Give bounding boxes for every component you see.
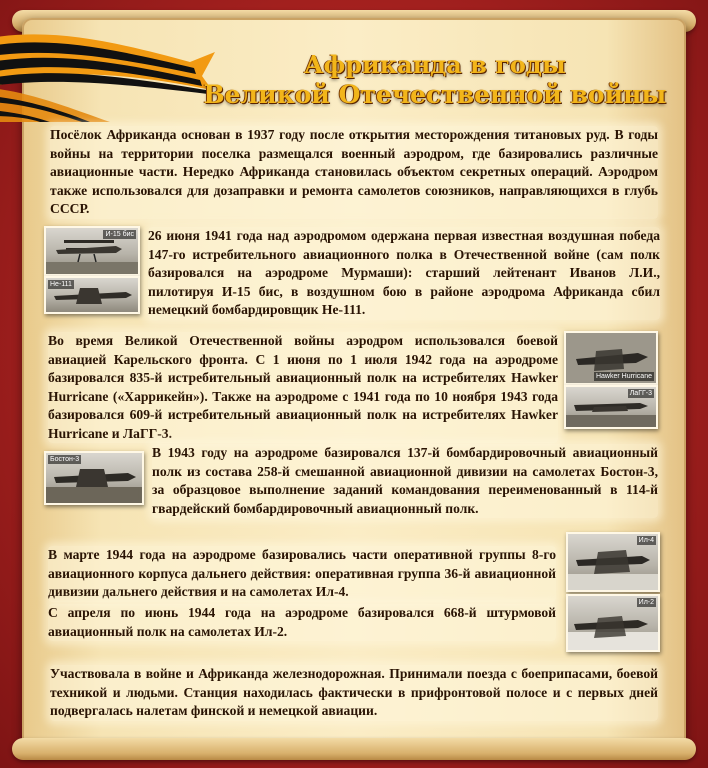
photo-he111 (44, 276, 140, 314)
paragraph-il4: В марте 1944 года на аэродроме базировались части оперативной группы 8-го авиационного корпуса дальнего действия: оперативная группа 36-й авиационной дивизии дальнего действия и на самолетах Ил-4. (48, 546, 556, 602)
scroll-bottom-roll (12, 738, 696, 760)
caption-he111: Не-111 (50, 281, 72, 288)
photo-hurricane (564, 331, 658, 385)
caption-lagg3: ЛаГГ-3 (629, 390, 652, 397)
paragraph-railway: Участвовала в войне и Африканда железнодорожная. Принимали поезда с боеприпасами, боевой техникой и людьми. Станция находилась фактически в прифронтовой полосе и с первых дней подвергалась налетам финской и немецкой авиации. (50, 665, 658, 721)
photo-il4 (566, 532, 660, 592)
caption-boston: Бостон-3 (50, 456, 80, 463)
photo-lagg3 (564, 385, 658, 429)
photo-il2 (566, 594, 660, 652)
photo-i15 (44, 226, 140, 276)
page-title (190, 50, 680, 110)
caption-il4: Ил-4 (638, 537, 654, 544)
title-line-2: Великой Отечественной войны (203, 80, 667, 109)
caption-hurricane: Hawker Hurricane (595, 373, 652, 380)
paragraph-karelian-front: Во время Великой Отечественной войны аэродром использовался боевой авиацией Карельского фронта. С 1 июня по 1 июля 1942 года на аэродроме базировался 835-й истребительный авиационный полк на истребителях Hawker Hurricane («Харрикейн»). Также на аэродроме с 1941 года по 10 ноября 1943 года базировался 609-й истребительный авиационный полк на истребителях Hawker Hurricane и ЛаГГ-3. (48, 332, 558, 443)
paragraph-first-victory: 26 июня 1941 года над аэродромом одержана первая известная воздушная победа 147-го истребительного авиационного полка в Отечественной войне (сам полк базировался на аэродроме Мурмаши): старший лейтенант Иванов Л.И., пилотируя И-15 бис, в воздушном бою в районе аэродрома Африканда сбил немецкий бомбардировщик Не-111. (148, 227, 660, 320)
st-george-ribbon-icon (0, 30, 220, 125)
caption-i15: И-15 бис (105, 231, 134, 238)
paragraph-founding: Посёлок Африканда основан в 1937 году после открытия месторождения титановых руд. В годы войны на территории поселка размещался военный аэродром, где базировались различные авиационные части. Нередко Африканда становилась объектом секретных операций. Аэродром также использовался для дозаправки и ремонта самолетов союзников, направляющихся в глубь СССР. (50, 126, 658, 219)
title-line-1: Африканда в годы (304, 50, 566, 79)
paragraph-boston-regiment: В 1943 году на аэродроме базировался 137-й бомбардировочный авиационный полк из состава 258-й смешанной авиационной дивизии на самолетах Бостон-3, за образцовое выполнение заданий командования переименованный в 114-й гвардейский бомбардировочный авиационный полк. (152, 444, 658, 518)
photo-boston (44, 451, 144, 505)
paragraph-il2: С апреля по июнь 1944 года на аэродроме базировался 668-й штурмовой авиационный полк на самолетах Ил-2. (48, 604, 556, 641)
caption-il2: Ил-2 (638, 599, 654, 606)
